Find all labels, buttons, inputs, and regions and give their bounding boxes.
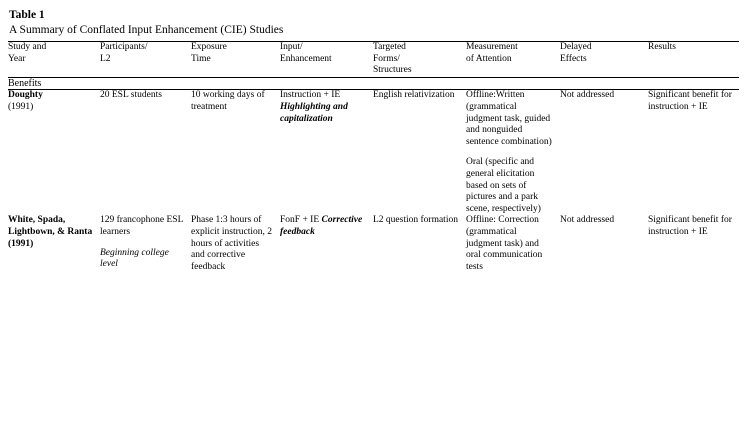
cell-exposure: Phase 1:3 hours of explicit instruction, 2 hours of activities and corrective feedback bbox=[191, 215, 273, 272]
column-header-input-enhancement: Input/ Enhancement bbox=[280, 42, 373, 78]
participants-level: Beginning college level bbox=[100, 247, 169, 270]
study-name: Doughty bbox=[8, 90, 43, 101]
cell-delayed-effects: Not addressed bbox=[560, 90, 615, 101]
column-header-participants-l2: Participants/ L2 bbox=[100, 42, 191, 78]
cell-participants bbox=[100, 215, 191, 273]
cell-targeted-forms: L2 question formation bbox=[373, 215, 458, 226]
cell-exposure: 10 working days of treatment bbox=[191, 90, 265, 112]
input-type: Instruction + IE bbox=[280, 90, 341, 101]
paragraph-spacer bbox=[466, 148, 554, 157]
cell-delayed-effects: Not addressed bbox=[560, 215, 615, 226]
attention-offline: Offline:Written (grammatical judgment task, guided and nonguided sentence combination) bbox=[466, 90, 552, 147]
table-section-row-benefits bbox=[8, 77, 739, 90]
participants-text: 129 francophone ESL learners bbox=[100, 215, 184, 237]
table-number: Table 1 bbox=[9, 9, 45, 21]
column-header-measurement-attention: Measurement of Attention bbox=[466, 42, 560, 78]
cell-participants: 20 ESL students bbox=[100, 90, 162, 101]
table-header-row bbox=[8, 42, 739, 78]
table-row bbox=[8, 215, 739, 273]
table-row bbox=[8, 90, 739, 215]
column-header-results: Results bbox=[648, 42, 739, 78]
column-header-targeted-forms: Targeted Forms/ Structures bbox=[373, 42, 466, 78]
table-caption: A Summary of Conflated Input Enhancement (CIE) Studies bbox=[9, 24, 284, 36]
study-name: White, Spada, Lightbown, & Ranta (1991) bbox=[8, 215, 93, 249]
cell-study-year bbox=[8, 90, 100, 215]
column-header-delayed-effects: Delayed Effects bbox=[560, 42, 648, 78]
attention-oral: Oral (specific and general elicitation based on sets of pictures and a park scene, respectively) bbox=[466, 157, 541, 214]
cell-input-enhancement bbox=[280, 90, 373, 215]
enhancement-emphasis: Highlighting and capitalization bbox=[280, 101, 348, 124]
column-header-exposure-time: Exposure Time bbox=[191, 42, 280, 78]
section-label: Benefits bbox=[8, 77, 739, 90]
paragraph-spacer bbox=[100, 239, 185, 248]
cie-summary-table bbox=[8, 41, 739, 273]
column-header-study-year: Study and Year bbox=[8, 42, 100, 78]
cell-results: Significant benefit for instruction + IE bbox=[648, 215, 732, 237]
cell-targeted-forms: English relativization bbox=[373, 90, 455, 101]
cell-measurement-attention bbox=[466, 90, 560, 215]
input-type: FonF + IE bbox=[280, 215, 320, 226]
cell-results: Significant benefit for instruction + IE bbox=[648, 90, 732, 112]
enhancement-emphasis: Corrective feedback bbox=[280, 215, 363, 237]
study-year: (1991) bbox=[8, 101, 34, 112]
cell-study-year bbox=[8, 215, 100, 273]
cell-measurement-attention bbox=[466, 215, 560, 273]
cell-input-enhancement bbox=[280, 215, 373, 273]
attention-offline: Offline: Correction (grammatical judgment task) and oral communication tests bbox=[466, 215, 543, 272]
